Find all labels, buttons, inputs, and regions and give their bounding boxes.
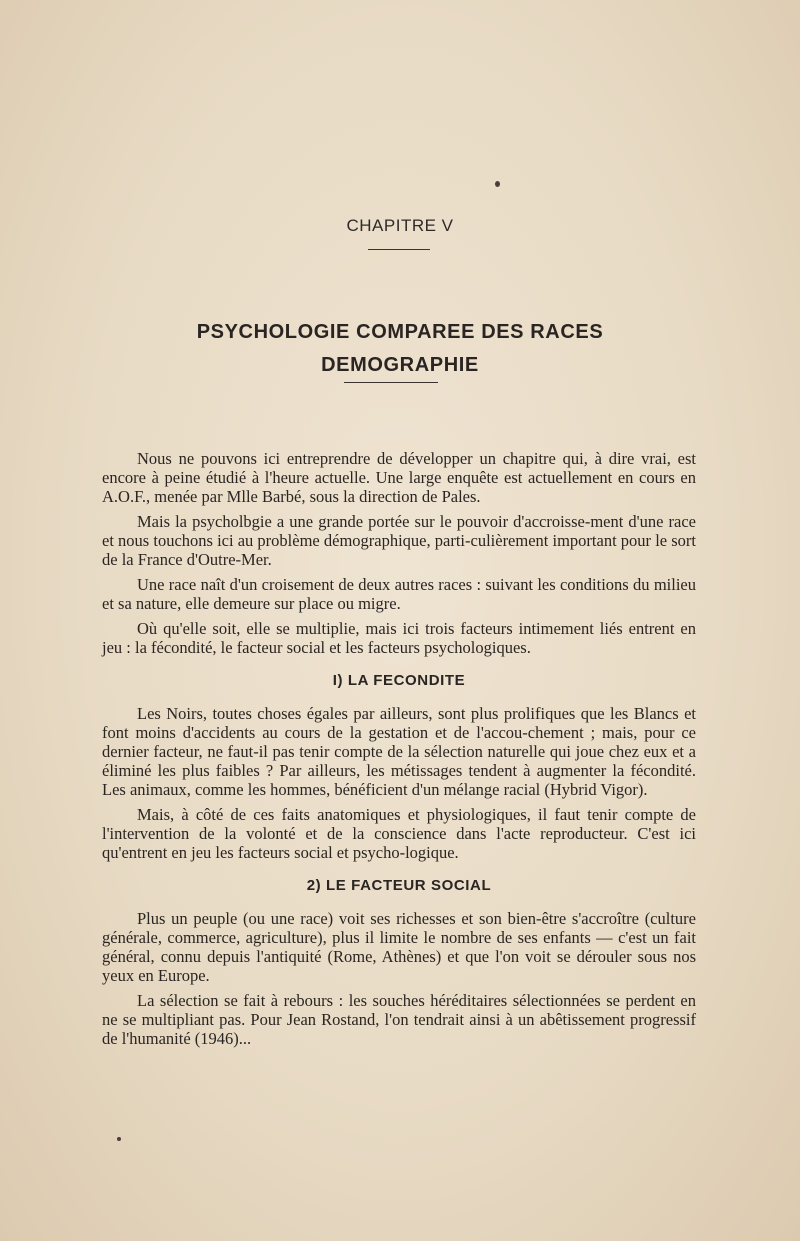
intro-paragraph-4: Où qu'elle soit, elle se multiplie, mais ici trois facteurs intimement liés entrent en jeu : la fécondité, le facteur social et les facteurs psychologiques.	[102, 619, 696, 657]
ink-speck	[495, 181, 500, 187]
section-heading-facteur-social: 2) LE FACTEUR SOCIAL	[306, 877, 492, 894]
social-paragraph-2: La sélection se fait à rebours : les souches héréditaires sélectionnées se perdent en ne se multipliant pas. Pour Jean Rostand, l'on tendrait ainsi à un abêtissement progressif de l'humanité (1946)...	[102, 991, 696, 1048]
chapter-title-line-2: DEMOGRAPHIE	[321, 354, 479, 376]
chapter-rule	[368, 249, 430, 250]
chapter-title-line-1: PSYCHOLOGIE COMPAREE DES RACES	[196, 321, 604, 343]
section-heading-fecondite: I) LA FECONDITE	[332, 672, 466, 689]
intro-paragraph-1: Nous ne pouvons ici entreprendre de développer un chapitre qui, à dire vrai, est encore à peine étudié à l'heure actuelle. Une large enquête est actuellement en cours en A.O.F., menée par Mlle Barbé, sous la direction de Pales.	[102, 449, 696, 506]
body-text	[102, 449, 696, 1054]
intro-paragraph-2: Mais la psycholbgie a une grande portée sur le pouvoir d'accroisse-ment d'une race et nous touchons ici au problème démographique, parti-culièrement important pour le sort de la France d'Outre-Mer.	[102, 512, 696, 569]
fecondite-paragraph-2: Mais, à côté de ces faits anatomiques et physiologiques, il faut tenir compte de l'intervention de la volonté et de la conscience dans l'acte reproducteur. C'est ici qu'entrent en jeu les facteurs social et psycho-logique.	[102, 805, 696, 862]
title-rule	[344, 382, 438, 383]
chapter-title	[0, 316, 800, 382]
intro-paragraph-3: Une race naît d'un croisement de deux autres races : suivant les conditions du milieu et sa nature, elle demeure sur place ou migre.	[102, 575, 696, 613]
fecondite-paragraph-1: Les Noirs, toutes choses égales par ailleurs, sont plus prolifiques que les Blancs et font moins d'accidents au cours de la gestation et de l'accou-chement ; mais, pour ce dernier facteur, ne faut-il pas tenir compte de la sélection naturelle qui joue chez eux et a éliminé les plus faibles ? Par ailleurs, les métissages tendent à augmenter la fécondité. Les animaux, comme les hommes, bénéficient d'un mélange racial (Hybrid Vigor).	[102, 704, 696, 799]
social-paragraph-1: Plus un peuple (ou une race) voit ses richesses et son bien-être s'accroître (culture générale, commerce, agriculture), plus il limite le nombre de ses enfants — c'est un fait général, connu depuis l'antiquité (Rome, Athènes) et que l'on voit se dérouler sous nos yeux en Europe.	[102, 909, 696, 985]
chapter-label: CHAPITRE V	[346, 216, 454, 235]
ink-speck	[117, 1137, 121, 1141]
